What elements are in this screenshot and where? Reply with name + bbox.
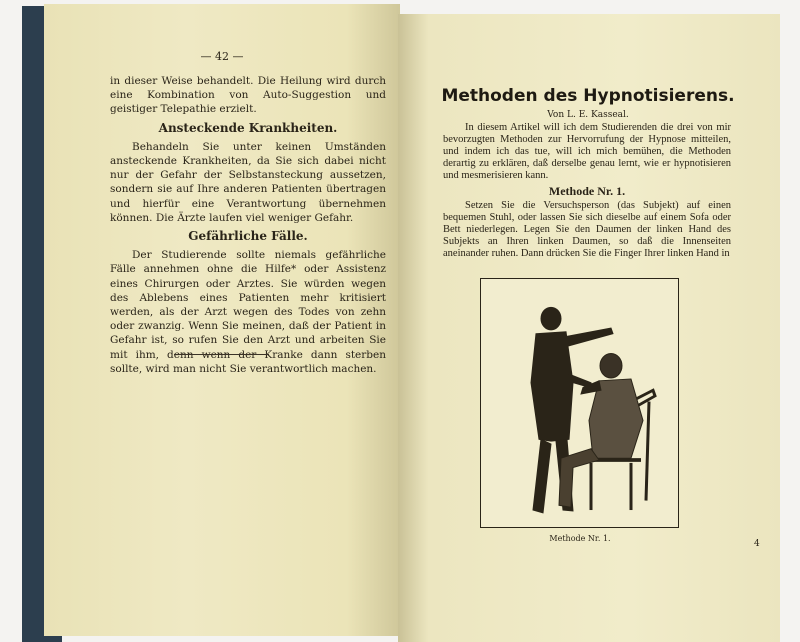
left-page-text (110, 74, 386, 376)
page-number: — 42 — (200, 50, 244, 63)
intro-paragraph: in dieser Weise behandelt. Die Heilung wird durch eine Kombination von Auto-Suggestion und geistiger Telepathie erzielt. (110, 75, 386, 116)
article-title: Methoden des Hypnotisierens. (441, 86, 735, 106)
method-heading: Methode Nr. 1. (548, 184, 626, 198)
figure-caption: Methode Nr. 1. (549, 534, 611, 543)
corner-mark: 4 (754, 539, 760, 549)
end-rule (174, 354, 269, 355)
left-page (44, 4, 400, 636)
right-page-text (443, 122, 731, 260)
hypnosis-illustration (480, 278, 679, 528)
intro-paragraph: In diesem Artikel will ich dem Studierenden die drei von mir bevorzugten Methoden zur Hervorrufung der Hypnose mitteilen, und indem ich das tue, will ich mich bemühen, die Methoden derartig zu erklären, daß derselbe genau lernt, wie er hypnotisieren und mesmerisieren kann. (443, 122, 731, 181)
section-heading: Gefährliche Fälle. (188, 229, 308, 244)
method-paragraph: Setzen Sie die Versuchsperson (das Subjekt) auf einen bequemen Stuhl, oder lassen Sie sich dieselbe auf einem Sofa oder Bett niederlegen. Legen Sie den Daumen der linken Hand des Subjekts an Ihren linken Daumen, so daß die Innenseiten aneinander ruhen. Dann drücken Sie die Finger Ihrer linken Hand in (443, 200, 731, 259)
section-paragraph: Der Studierende sollte niemals gefährliche Fälle annehmen ohne die Hilfe* oder Assistenz eines Chirurgen oder Arztes. Sie würden wegen des Ablebens eines Patienten mehr kritisiert werden, als der Arzt wegen des Todes von zehn oder zwanzig. Wenn Sie meinen, daß der Patient in Gefahr ist, so rufen Sie den Arzt und arbeiten Sie mit ihm, denn wenn der Kranke dann sterben sollte, wird man nicht Sie verantwortlich machen. (110, 249, 386, 375)
section-heading: Ansteckende Krankheiten. (158, 120, 338, 135)
article-author: Von L. E. Kasseal. (547, 110, 629, 120)
right-page (398, 14, 780, 642)
section-paragraph: Behandeln Sie unter keinen Umständen ansteckende Krankheiten, da Sie sich dabei nicht nur der Gefahr der Selbstansteckung aussetzen, sondern sie auf Ihre anderen Patienten übertragen und hierfür eine Verantwortung übernehmen können. Die Ärzte laufen viel weniger Gefahr. (110, 140, 386, 224)
